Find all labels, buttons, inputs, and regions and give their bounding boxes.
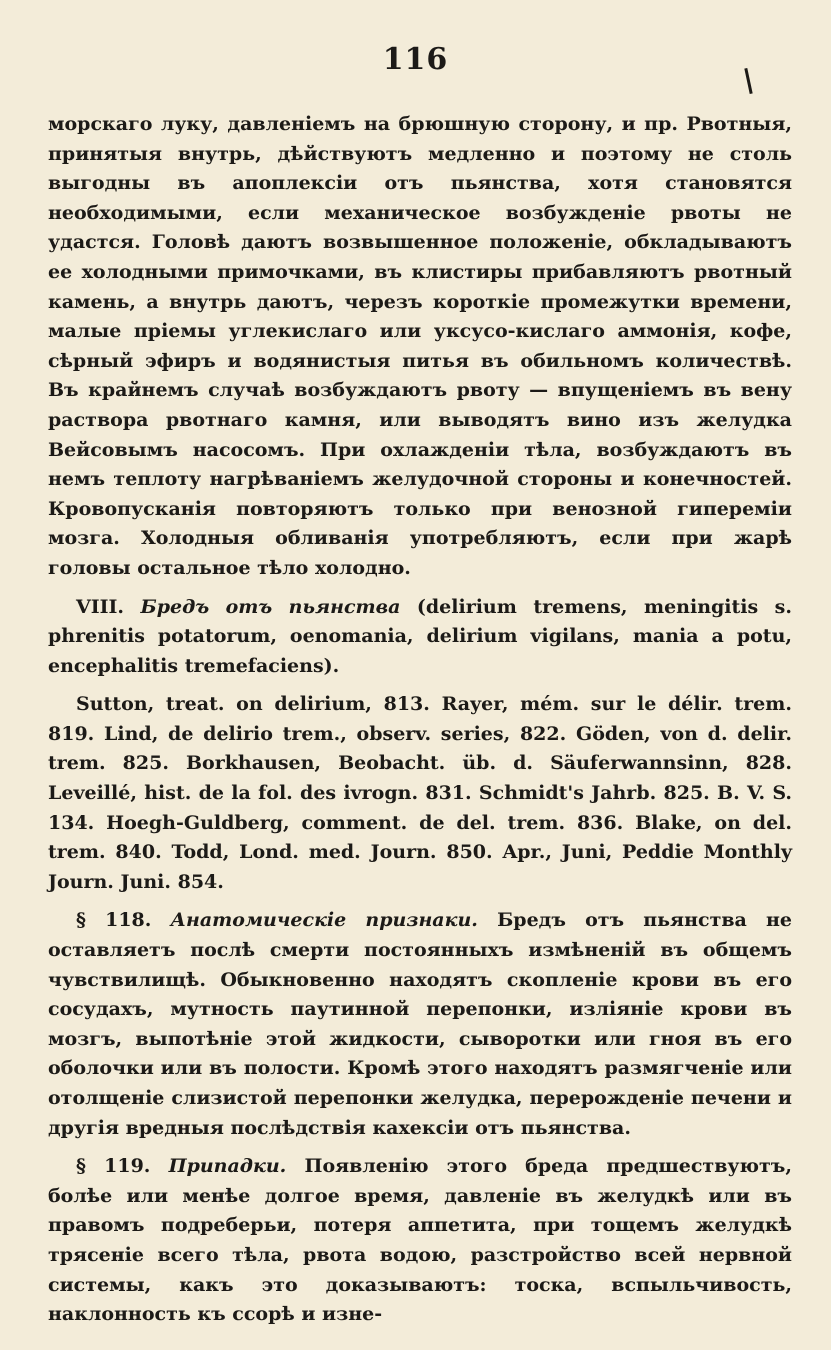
section-title: Припадки. xyxy=(168,1155,287,1178)
section-title: Анатомическіе признаки. xyxy=(170,909,478,932)
page-number: 116 xyxy=(382,42,449,77)
paragraph-text: морскаго луку, давленіемъ на брюшную сторону, и пр. Рвотныя, принятыя внутрь, дѣйствуютъ медленно и поэтому не столь выгодны въ апоплексіи отъ пьянства, хотя становятся необходимыми, если механическое возбужденіе рвоты не удастся. Головѣ даютъ возвышенное положеніе, обкладываютъ ее холодными примочками, въ клистиры прибавляютъ рвотный камень, а внутрь даютъ, черезъ короткіе промежутки времени, малые пріемы углекислаго или уксусо-кислаго аммонія, кофе, сѣрный эфиръ и водянистыя питья въ обильномъ количествѣ. Въ крайнемъ случаѣ возбуждаютъ рвоту — впущеніемъ въ вену раствора рвотнаго камня, или выводятъ вино изъ желудка Вейсовымъ насосомъ. При охлажденіи тѣла, возбуждаютъ въ немъ теплоту нагрѣваніемъ желудочной стороны и конечностей. Кровопусканія повторяютъ только при венозной гипереміи мозга. Холодныя обливанія употребляютъ, если при жарѣ головы остальное тѣло холодно. xyxy=(48,113,792,579)
text-block xyxy=(48,110,792,1339)
paragraph-text: Бредъ отъ пьянства не оставляетъ послѣ смерти постоянныхъ измѣненій въ общемъ чувствилищѣ. Обыкновенно находятъ скопленіе крови въ его сосудахъ, мутность паутинной перепонки, изліяніе крови въ мозгъ, выпотѣніе этой жидкости, сыворотки или гноя въ его оболочки или въ полости. Кромѣ этого находятъ размягченіе или отолщеніе слизистой перепонки желудка, перерожденіе печени и другія вредныя послѣдствія кахексіи отъ пьянства. xyxy=(48,909,793,1139)
section-viii-heading xyxy=(48,593,792,682)
paragraph-text: Sutton, treat. on delirium, 813. Rayer, mém. sur le délir. trem. 819. Lind, de delirio trem., observ. series, 822. Göden, von d. delir. trem. 825. Borkhausen, Beobacht. üb. d. Säuferwannsinn, 828. Leveillé, hist. de la fol. des ivrogn. 831. Schmidt's Jahrb. 825. B. V. S. 134. Hoegh-Guldberg, comment. de del. trem. 836. Blake, on del. trem. 840. Todd, Lond. med. Journ. 850. Apr., Juni, Peddie Monthly Journ. Juni. 854. xyxy=(48,693,792,893)
section-number: VIII. xyxy=(76,595,125,618)
bibliography-paragraph xyxy=(48,690,792,897)
paragraph-text: Появленію этого бреда предшествуютъ, болѣе или менѣе долгое время, давленіе въ желудкѣ или въ правомъ подреберьи, потеря аппетита, при тощемъ желудкѣ трясеніе всего тѣла, рвота водою, разстройство всей нервной системы, какъ это доказываютъ: тоска, вспыльчивость, наклонность къ ссорѣ и изне- xyxy=(48,1155,793,1326)
section-number: § 118. xyxy=(76,909,152,932)
section-title: Бредъ отъ пьянства xyxy=(140,595,401,618)
paragraph-text: (delirium tremens, meningitis s. phrenitis potatorum, oenomania, delirium vigilans, mania a potu, encephalitis tremefaciens). xyxy=(48,595,792,677)
paragraph-treatment-continued xyxy=(48,110,792,584)
section-number: § 119. xyxy=(76,1155,151,1178)
section-119-paragraph xyxy=(48,1152,792,1330)
section-118-paragraph xyxy=(48,906,792,1143)
